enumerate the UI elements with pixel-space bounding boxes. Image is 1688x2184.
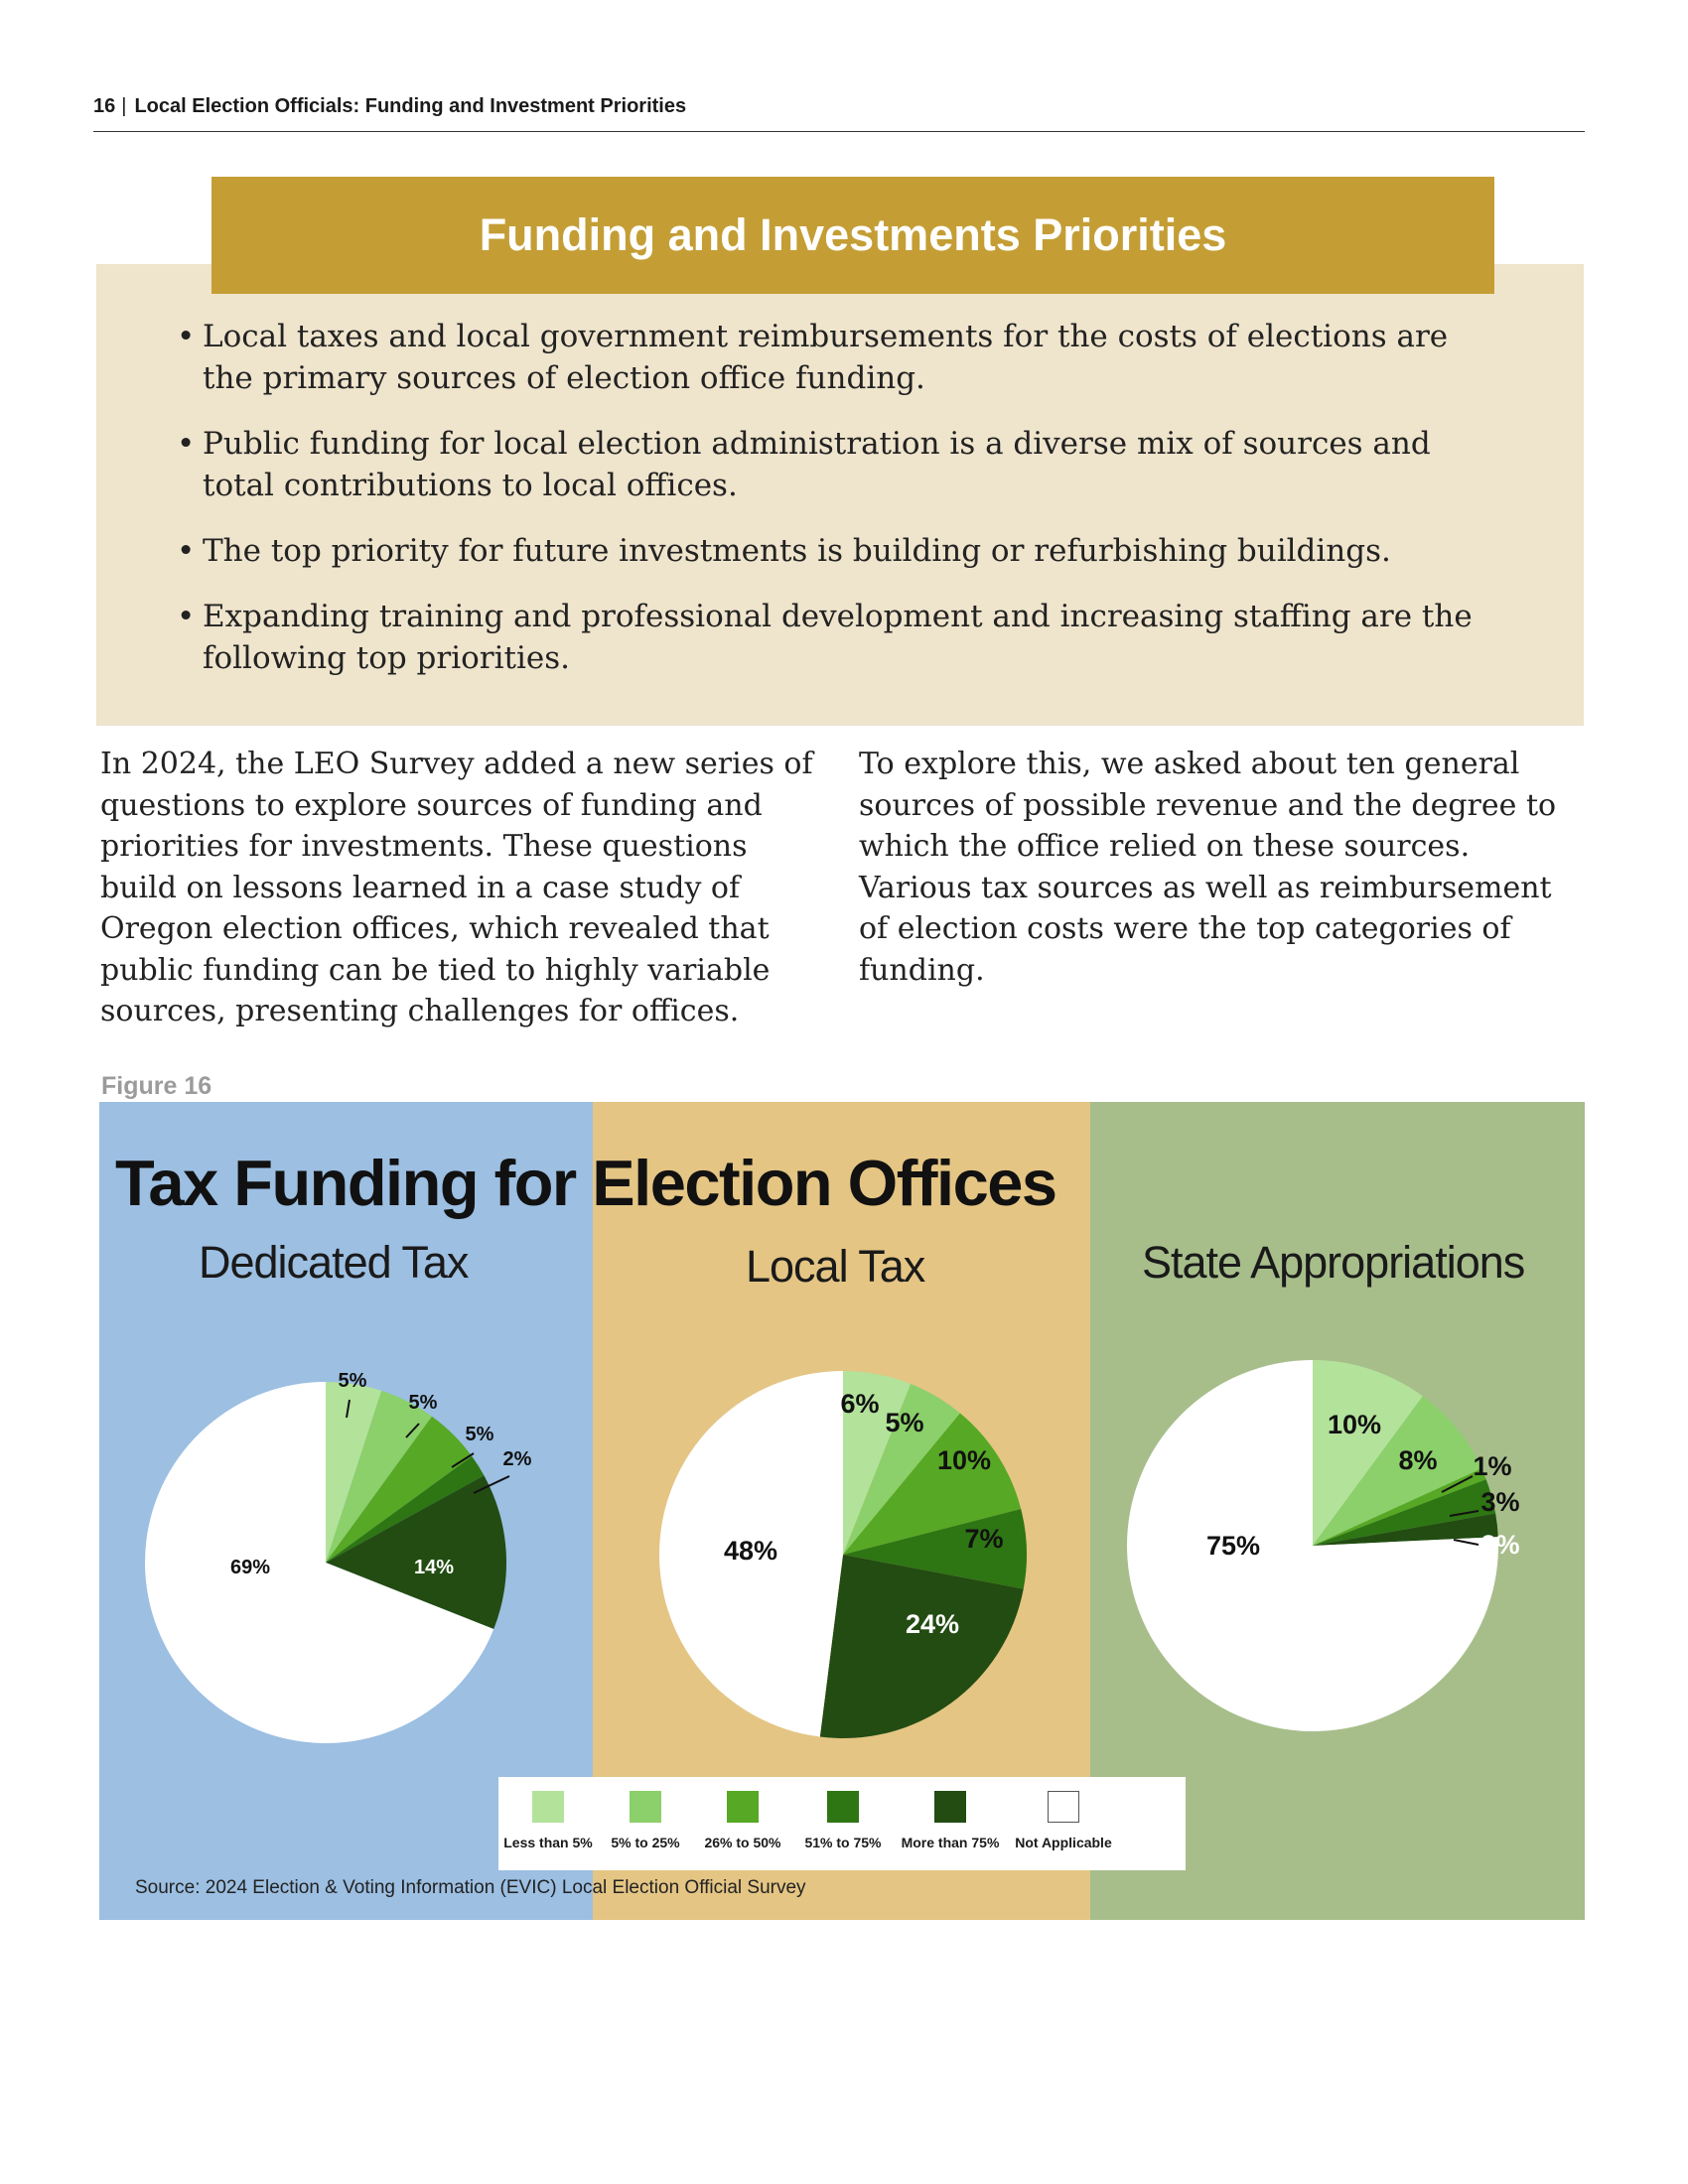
- data-label: 3%: [1480, 1487, 1520, 1517]
- chart-title-local-tax: Local Tax: [746, 1241, 925, 1292]
- data-label: 5%: [885, 1408, 924, 1437]
- figure-16: [99, 1102, 1585, 1920]
- chart-title-dedicated-tax: Dedicated Tax: [199, 1237, 469, 1288]
- data-label: 69%: [229, 1557, 271, 1578]
- data-label: 24%: [905, 1609, 960, 1639]
- figure-source: Source: 2024 Election & Voting Information (EVIC) Local Election Official Survey: [135, 1877, 806, 1898]
- running-title: Local Election Officials: Funding and Investment Priorities: [134, 95, 687, 117]
- legend-label: 5% to 25%: [611, 1835, 680, 1850]
- data-label: 10%: [936, 1445, 992, 1475]
- legend-item: [793, 1791, 893, 1850]
- chart-title-state-appropriations: State Appropriations: [1142, 1237, 1525, 1288]
- pie-state-appropriations: [1127, 1360, 1498, 1731]
- legend-item: [693, 1791, 792, 1850]
- summary-title: Funding and Investments Priorities: [211, 177, 1494, 294]
- summary-bullets: [169, 316, 1489, 703]
- data-label: 6%: [840, 1389, 880, 1419]
- figure-label: Figure 16: [101, 1072, 212, 1100]
- summary-bullet: • Public funding for local election administration is a diverse mix of sources and total contributions to local offices.: [169, 423, 1489, 506]
- legend-label: Less than 5%: [503, 1835, 593, 1850]
- data-label: 8%: [1398, 1445, 1438, 1475]
- page-number: 16: [93, 95, 116, 117]
- legend-item: [498, 1791, 598, 1850]
- legend-swatch: [827, 1791, 859, 1823]
- data-label: 2%: [502, 1448, 532, 1470]
- body-right-column: To explore this, we asked about ten general sources of possible revenue and the degree to which the office relied on these sources. Various tax sources as well as reimbursement of election costs were the top categories of funding.: [859, 747, 1557, 988]
- summary-bullet: • Local taxes and local government reimbursements for the costs of elections are the primary sources of election office funding.: [169, 316, 1489, 399]
- legend: [498, 1777, 1186, 1870]
- data-label: 14%: [413, 1557, 455, 1578]
- legend-swatch: [727, 1791, 759, 1823]
- summary-bullet: • The top priority for future investments is building or refurbishing buildings.: [169, 530, 1489, 572]
- legend-label: More than 75%: [901, 1835, 1000, 1850]
- data-label: 5%: [408, 1392, 438, 1414]
- legend-swatch: [532, 1791, 564, 1823]
- data-label: 5%: [465, 1424, 494, 1445]
- data-label: 10%: [1327, 1410, 1382, 1439]
- summary-bullet: • Expanding training and professional development and increasing staffing are the following top priorities.: [169, 596, 1489, 679]
- legend-label: 26% to 50%: [704, 1835, 781, 1850]
- data-label: 7%: [964, 1524, 1004, 1554]
- data-label: 75%: [1205, 1531, 1261, 1561]
- data-label: 48%: [723, 1536, 778, 1566]
- running-header: [93, 95, 1585, 132]
- header-separator: |: [121, 95, 127, 117]
- legend-item: [1014, 1791, 1113, 1850]
- legend-swatch: [1048, 1791, 1079, 1823]
- data-label: 5%: [338, 1370, 367, 1392]
- body-left-column: In 2024, the LEO Survey added a new series of questions to explore sources of funding and priorities for investments. These questions build on lessons learned in a case study of Oregon election offices, which revealed that public funding can be tied to highly variable sources, presenting challenges for offices.: [100, 747, 813, 1028]
- pie-local-tax: [659, 1371, 1027, 1738]
- legend-swatch: [630, 1791, 661, 1823]
- legend-item: [596, 1791, 695, 1850]
- legend-item: [901, 1791, 1000, 1850]
- legend-swatch: [934, 1791, 966, 1823]
- data-label: 2%: [1480, 1530, 1520, 1560]
- figure-title: Tax Funding for Election Offices: [115, 1147, 1056, 1219]
- data-label: 1%: [1473, 1451, 1512, 1481]
- legend-label: 51% to 75%: [804, 1835, 882, 1850]
- legend-label: Not Applicable: [1015, 1835, 1112, 1850]
